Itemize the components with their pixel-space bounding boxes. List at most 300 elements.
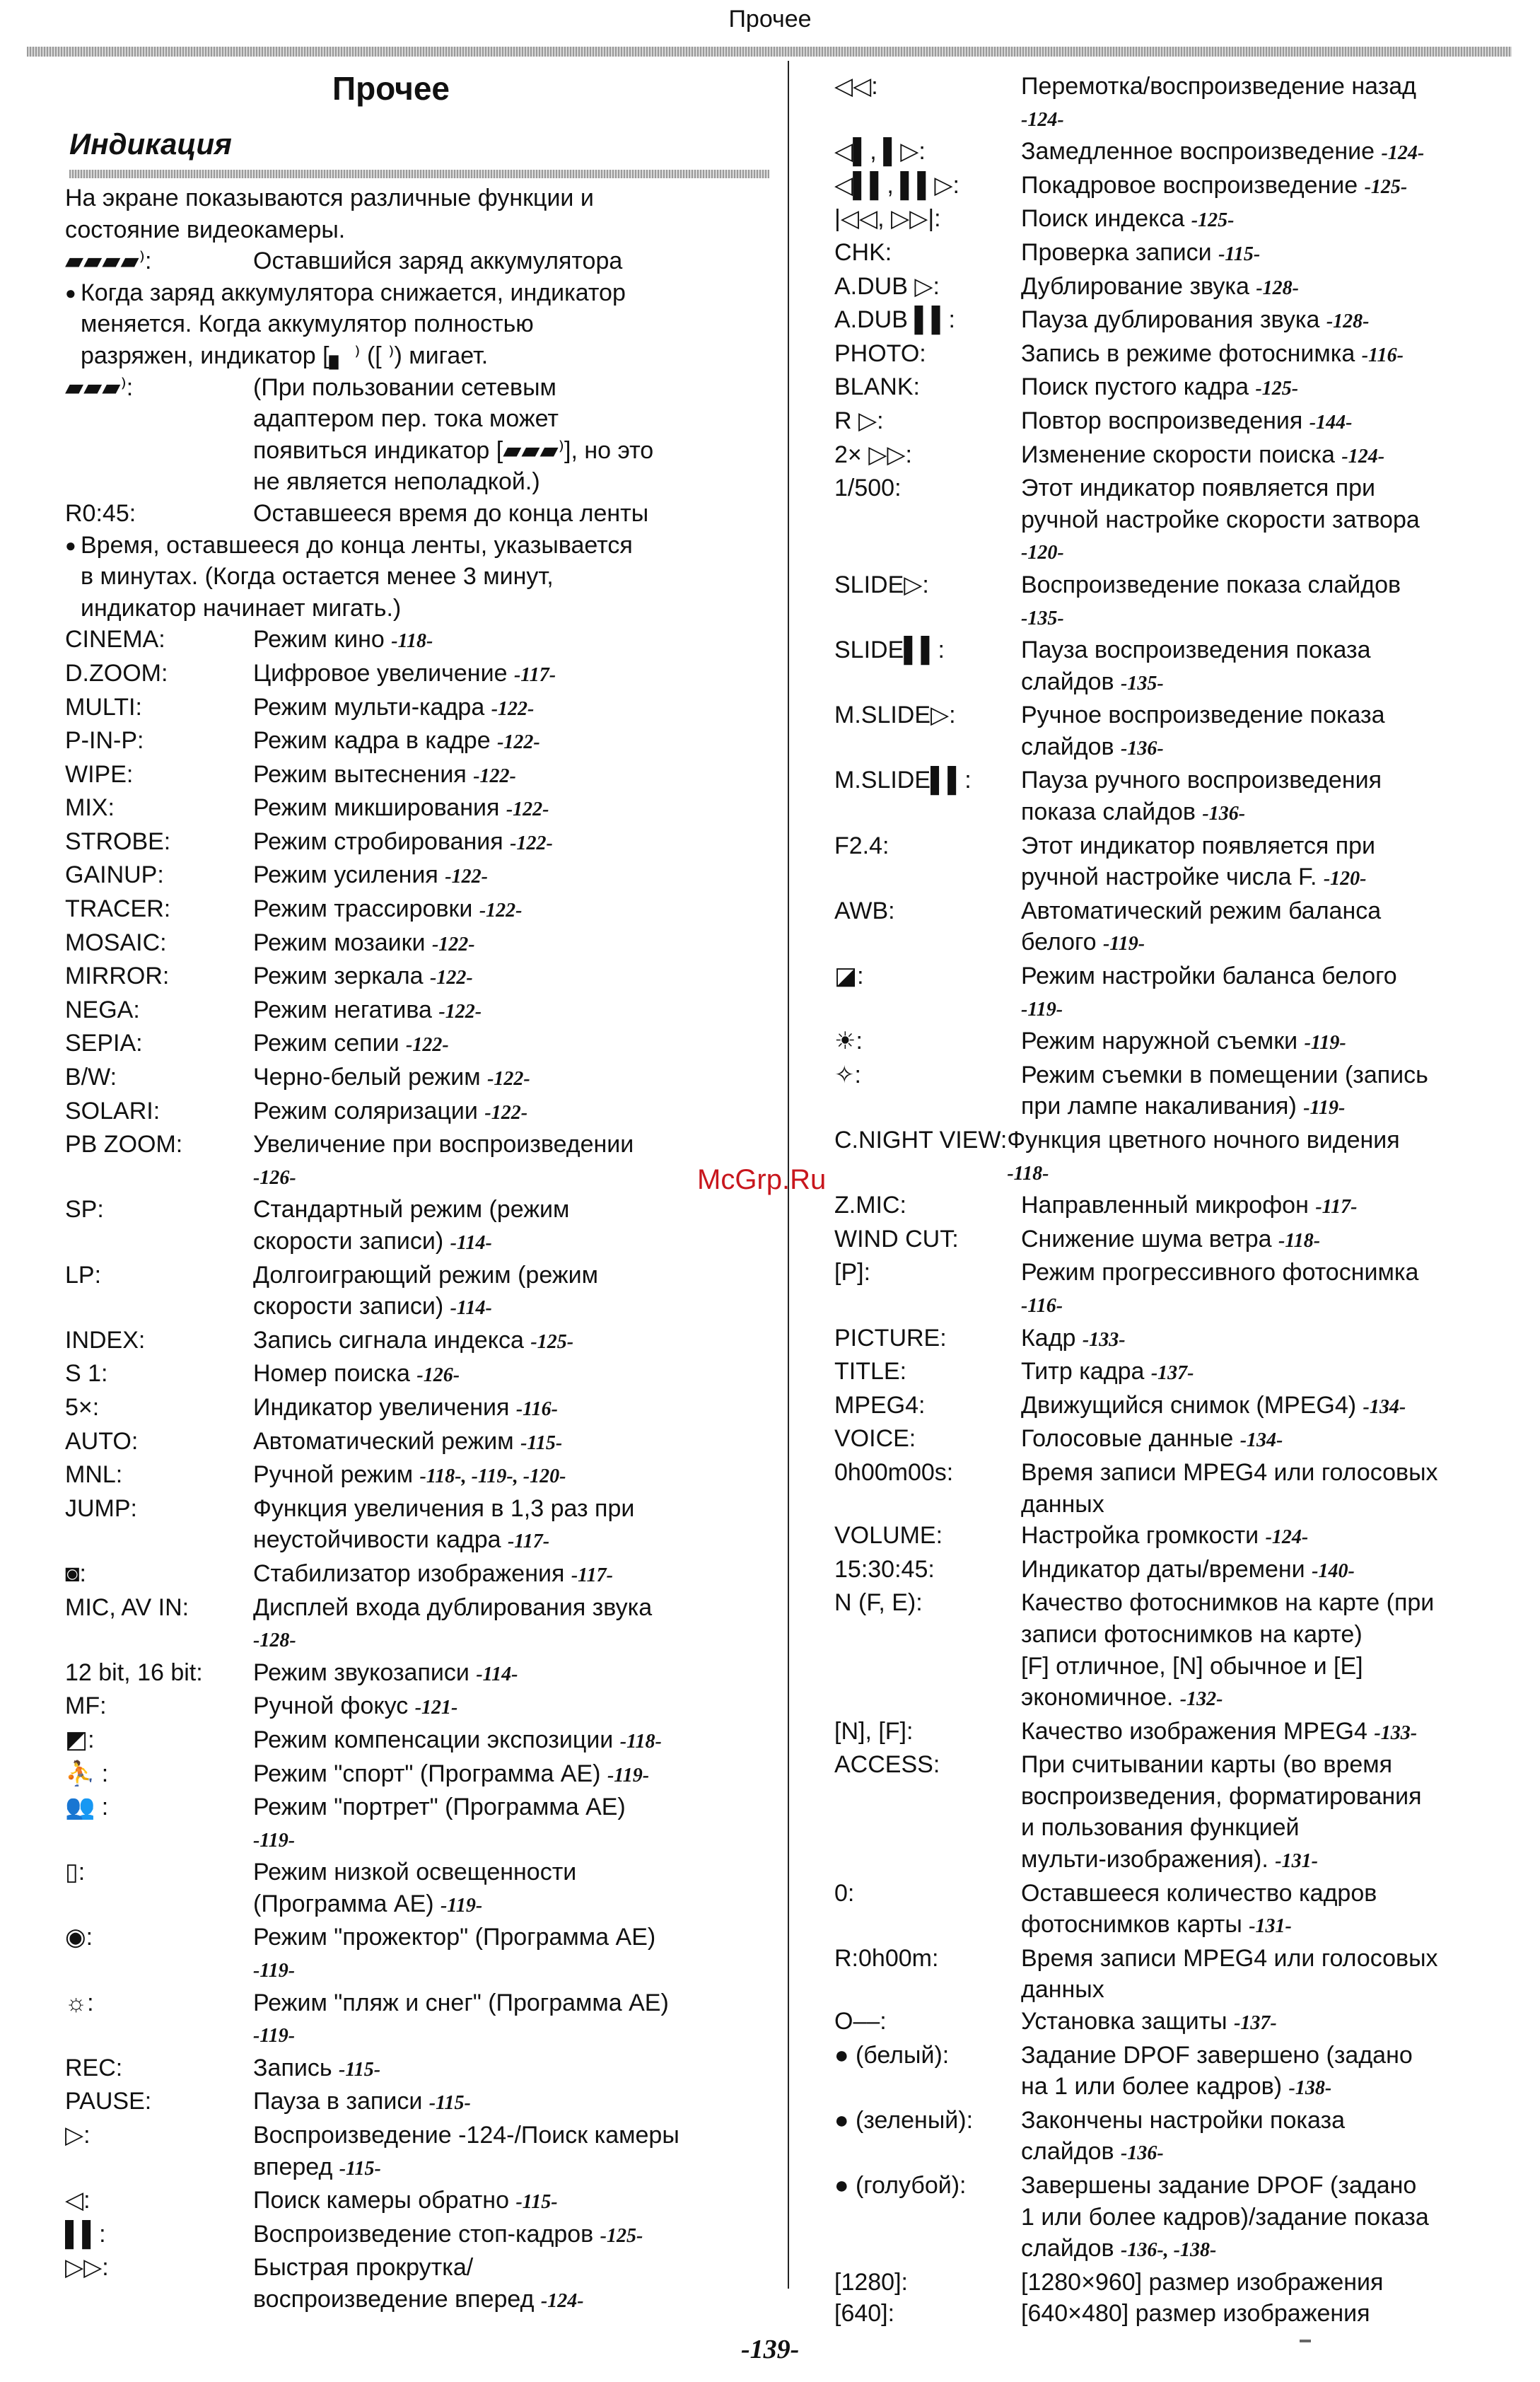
page-reference: -124- xyxy=(1265,1526,1309,1549)
indicator-key: SLIDE▷: xyxy=(834,571,929,598)
indicator-description xyxy=(1021,1026,1513,1059)
description-text: Цифровое увеличение xyxy=(253,659,508,687)
indicator-key: [1280]: xyxy=(834,2268,908,2296)
indicator-entry xyxy=(65,1791,779,1857)
description-text: Режим низкой освещенности (Программа АЕ) xyxy=(253,1859,577,1917)
indicator-entry xyxy=(65,859,779,893)
description-text: Режим прогрессивного фотоснимка xyxy=(1021,1259,1419,1286)
page-reference: -122- xyxy=(479,900,523,922)
indicator-key: SOLARI: xyxy=(65,1097,161,1125)
indicator-key: P-IN-P: xyxy=(65,727,144,755)
description-text: Ручной фокус xyxy=(253,1692,409,1720)
indicator-key: N (F, E): xyxy=(834,1589,923,1617)
indicator-key: D.ZOOM: xyxy=(65,659,168,687)
indicator-entry xyxy=(834,472,1513,569)
indicator-entry xyxy=(834,2006,1513,2040)
description-text: Режим "пляж и снег" (Программа АЕ) xyxy=(253,1989,669,2016)
indicator-description xyxy=(253,372,779,498)
description-text: Режим "прожектор" (Программа АЕ) xyxy=(253,1924,656,1951)
indicator-key: 2× ▷▷: xyxy=(834,441,912,468)
right-column xyxy=(834,71,1513,2330)
watermark: McGrp.Ru xyxy=(697,1164,827,1195)
description-text: Пауза дублирования звука xyxy=(1021,306,1320,334)
indicator-entry xyxy=(65,826,779,860)
indicator-description xyxy=(1021,1554,1513,1588)
indicator-entry xyxy=(834,237,1513,271)
indicator-entry xyxy=(65,1657,779,1691)
indicator-entry xyxy=(834,203,1513,237)
description-text: Автоматический режим баланса белого xyxy=(1021,897,1382,956)
indicator-description xyxy=(253,2120,779,2185)
indicator-entry xyxy=(65,1358,779,1392)
indicator-entry xyxy=(834,830,1513,895)
indicator-entry xyxy=(65,1558,779,1592)
page-reference: -124- xyxy=(540,2290,584,2312)
page-reference: -119- xyxy=(253,1960,296,1982)
page-reference: -117- xyxy=(571,1564,613,1586)
indicator-entry xyxy=(65,1325,779,1359)
indicator-entry xyxy=(65,927,779,961)
description-text: Режим зеркала xyxy=(253,963,424,990)
indicator-key: MOSAIC: xyxy=(65,929,167,956)
page-reference: -119- xyxy=(1021,998,1063,1021)
paragraph-line: состояние видеокамеры. xyxy=(65,216,346,243)
indicator-key: Z.MIC: xyxy=(834,1192,906,1219)
indicator-description xyxy=(253,1194,779,1259)
indicator-description xyxy=(1021,895,1513,960)
indicator-entry xyxy=(834,1257,1513,1322)
indicator-description xyxy=(253,1724,779,1758)
indicator-description xyxy=(1021,765,1513,830)
description-text: Покадровое воспроизведение xyxy=(1021,171,1358,199)
indicator-description xyxy=(253,1592,779,1657)
description-text: Движущийся снимок (MPEG4) xyxy=(1021,1391,1357,1419)
description-text: Запись xyxy=(253,2054,332,2081)
page-reference: -118-, -119-, -120- xyxy=(419,1465,566,1488)
description-text: Ручное воспроизведение показа слайдов xyxy=(1021,702,1385,760)
indicator-key: |◁◁, ▷▷|: xyxy=(834,205,941,233)
indicator-description xyxy=(253,692,779,726)
indicator-entry xyxy=(834,1125,1513,1190)
indicator-key: TITLE: xyxy=(834,1358,907,1385)
indicator-key: ▌▌: xyxy=(65,2220,106,2248)
indicator-entry xyxy=(834,1716,1513,1750)
indicator-key: ◁▌, ▌▷: xyxy=(834,138,926,165)
description-text: Режим соляризации xyxy=(253,1097,478,1125)
indicator-description xyxy=(253,1358,779,1392)
indicator-description xyxy=(253,2252,779,2317)
indicator-key: MF: xyxy=(65,1692,107,1720)
indicator-key: MIRROR: xyxy=(65,963,170,990)
description-text: Воспроизведение -124-/Поиск камеры вперед xyxy=(253,2122,679,2180)
indicator-description xyxy=(253,658,779,692)
page-reference: -115- xyxy=(339,2157,381,2180)
indicator-description xyxy=(253,1987,779,2052)
indicator-entry xyxy=(65,2219,779,2253)
page-reference: -144- xyxy=(1309,411,1353,434)
description-text: Качество изображения MPEG4 xyxy=(1021,1717,1367,1745)
indicator-entry xyxy=(834,271,1513,305)
page-number: -139- xyxy=(741,2335,800,2364)
page-reference: -125- xyxy=(1255,378,1299,400)
indicator-key: NEGA: xyxy=(65,996,140,1023)
indicator-description xyxy=(253,1459,779,1493)
indicator-description xyxy=(253,1791,779,1857)
indicator-entry xyxy=(65,1857,779,1922)
description-text: Задание DPOF завершено (задано на 1 или более кадров) xyxy=(1021,2041,1413,2101)
indicator-description xyxy=(1021,170,1513,204)
indicator-entry xyxy=(834,1224,1513,1257)
indicator-entry xyxy=(65,2252,779,2317)
indicator-description xyxy=(253,927,779,961)
description-text: Стабилизатор изображения xyxy=(253,1559,565,1587)
description-text: Поиск пустого кадра xyxy=(1021,373,1249,401)
indicator-entry xyxy=(834,895,1513,960)
description-text: Режим мульти-кадра xyxy=(253,693,485,721)
indicator-key: SEPIA: xyxy=(65,1030,143,1057)
print-mark xyxy=(1300,2340,1311,2342)
description-text: Качество фотоснимков на карте (при записи фотоснимков на карте) [F] отличное, [N] обычное и [E] экономичное. xyxy=(1021,1589,1435,1712)
indicator-key: R0:45: xyxy=(65,499,136,527)
indicator-entry xyxy=(834,2040,1513,2105)
indicator-description xyxy=(1021,830,1513,895)
indicator-description xyxy=(1021,1520,1513,1554)
indicator-description xyxy=(1021,1390,1513,1424)
indicator-description xyxy=(253,1062,779,1096)
page-reference: -137- xyxy=(1234,2012,1277,2035)
description-text: (При пользовании сетевым адаптером пер. тока может появиться индикатор [▰▰▰⁾], но это не является неполадкой.) xyxy=(253,373,654,496)
bullet-icon: ● xyxy=(65,534,76,556)
page-reference: -125- xyxy=(600,2224,643,2247)
page-reference: -115- xyxy=(515,2191,558,2214)
indicator-description xyxy=(253,960,779,994)
indicator-key: ACCESS: xyxy=(834,1751,940,1779)
indicator-entry xyxy=(65,994,779,1028)
indicator-key: ◁◁: xyxy=(834,73,878,100)
description-text: Режим "портрет" (Программа АЕ) xyxy=(253,1794,626,1821)
indicator-description xyxy=(253,994,779,1028)
description-text: Оставшийся заряд аккумулятора xyxy=(253,248,623,275)
description-text: Запись в режиме фотоснимка xyxy=(1021,339,1355,367)
indicator-entry xyxy=(65,1426,779,1460)
indicator-entry xyxy=(834,439,1513,473)
indicator-entry xyxy=(834,1554,1513,1588)
indicator-key: ▰▰▰▰⁾: xyxy=(65,248,152,275)
page-reference: -128- xyxy=(1256,277,1300,299)
page-reference: -118- xyxy=(1278,1229,1321,1252)
indicator-entry xyxy=(834,2170,1513,2267)
indicator-key: CINEMA: xyxy=(65,626,165,653)
description-text: Ручной режим xyxy=(253,1461,414,1489)
indicator-key: ● (белый): xyxy=(834,2041,950,2069)
bullet-note xyxy=(65,277,779,372)
indicator-entry xyxy=(834,1457,1513,1520)
section-rule xyxy=(69,170,769,178)
page-reference: -136- xyxy=(1121,737,1164,760)
description-text: Режим настройки баланса белого xyxy=(1021,963,1397,990)
page-reference: -116- xyxy=(1361,344,1404,366)
indicator-description xyxy=(253,2052,779,2086)
indicator-key: PAUSE: xyxy=(65,2088,152,2115)
description-text: Дублирование звука xyxy=(1021,272,1249,300)
indicator-key: ▷: xyxy=(65,2122,91,2149)
description-text: Режим микширования xyxy=(253,794,500,822)
description-text: Режим кино xyxy=(253,626,385,653)
description-text: Оставшееся время до конца ленты xyxy=(253,499,649,527)
page-reference: -118- xyxy=(619,1730,662,1753)
description-text: Режим трассировки xyxy=(253,895,473,923)
indicator-key: 5×: xyxy=(65,1393,100,1421)
indicator-entry xyxy=(65,1758,779,1792)
page-reference: -125- xyxy=(1364,175,1408,198)
indicator-key: 0h00m00s: xyxy=(834,1458,954,1486)
indicator-description xyxy=(253,792,779,826)
description-text: Изменение скорости поиска xyxy=(1021,441,1335,468)
indicator-key: MULTI: xyxy=(65,693,142,721)
indicator-key: ⛹ : xyxy=(65,1760,109,1787)
indicator-entry xyxy=(65,245,779,277)
page-reference: -117- xyxy=(1315,1196,1358,1219)
description-text: Воспроизведение показа слайдов xyxy=(1021,571,1401,598)
indicator-description xyxy=(1021,1190,1513,1224)
indicator-entry xyxy=(834,960,1513,1026)
indicator-description xyxy=(1021,2298,1513,2330)
description-text: Установка защиты xyxy=(1021,2008,1227,2035)
indicator-key: ◁: xyxy=(65,2187,91,2214)
indicator-description xyxy=(253,624,779,658)
indicator-description xyxy=(1021,1323,1513,1356)
description-text: Режим сепии xyxy=(253,1030,399,1057)
indicator-entry xyxy=(65,372,779,498)
indicator-description xyxy=(1021,569,1513,634)
page-reference: -115- xyxy=(520,1431,563,1454)
description-text: [1280×960] размер изображения xyxy=(1021,2268,1384,2296)
page-reference: -133- xyxy=(1082,1328,1126,1351)
indicator-description xyxy=(1021,2267,1513,2299)
indicator-key: ▯: xyxy=(65,1859,86,1886)
page-reference: -122- xyxy=(438,1000,482,1023)
page-reference: -122- xyxy=(491,697,535,720)
indicator-description xyxy=(1021,2170,1513,2267)
indicator-entry xyxy=(65,624,779,658)
page-reference: -119- xyxy=(441,1894,483,1917)
indicator-description xyxy=(1021,472,1513,569)
indicator-entry xyxy=(65,1096,779,1129)
indicator-key: ✧: xyxy=(834,1061,861,1088)
description-text: Дисплей входа дублирования звука xyxy=(253,1593,653,1621)
page-reference: -119- xyxy=(1303,1097,1346,1120)
page-reference: -135- xyxy=(1121,672,1164,695)
indicator-description xyxy=(253,1028,779,1062)
indicator-entry xyxy=(834,1190,1513,1224)
description-text: Номер поиска xyxy=(253,1360,410,1388)
page-reference: -121- xyxy=(414,1697,458,1719)
indicator-key: ● (зеленый): xyxy=(834,2106,974,2134)
indicator-description xyxy=(1021,203,1513,237)
indicator-description xyxy=(253,1558,779,1592)
description-text: Черно-белый режим xyxy=(253,1064,481,1091)
indicator-description xyxy=(1021,1587,1513,1715)
indicator-key: [N], [F]: xyxy=(834,1717,914,1745)
page-reference: -115- xyxy=(428,2092,471,2115)
description-text: При считывании карты (во время воспроизведения, форматирования и пользования функцией мульти-изображения). xyxy=(1021,1751,1422,1873)
indicator-entry xyxy=(834,699,1513,765)
page-reference: -126- xyxy=(253,1166,296,1189)
indicator-description xyxy=(1007,1125,1513,1190)
indicator-entry xyxy=(834,1423,1513,1457)
page-reference: -136-, -138- xyxy=(1121,2239,1217,2262)
description-text: Настройка громкости xyxy=(1021,1522,1259,1550)
indicator-description xyxy=(253,1690,779,1724)
indicator-description xyxy=(253,498,779,530)
indicator-entry xyxy=(65,1592,779,1657)
indicator-entry xyxy=(65,1028,779,1062)
description-text: Режим звукозаписи xyxy=(253,1658,469,1686)
indicator-key: R ▷: xyxy=(834,407,884,434)
indicator-description xyxy=(1021,439,1513,473)
indicator-key: ☼: xyxy=(65,1989,94,2016)
indicator-description xyxy=(253,2185,779,2219)
indicator-description xyxy=(253,1260,779,1325)
indicator-key: ◉: xyxy=(65,1924,93,1951)
description-text: Поиск камеры обратно xyxy=(253,2187,509,2214)
indicator-key: 1/500: xyxy=(834,475,902,502)
description-text: Режим усиления xyxy=(253,861,438,889)
indicator-entry xyxy=(65,1922,779,1987)
indicator-entry xyxy=(65,1987,779,2052)
indicator-entry xyxy=(834,170,1513,204)
page-reference: -124- xyxy=(1021,108,1064,131)
page-reference: -125- xyxy=(530,1330,574,1353)
description-text: Время записи MPEG4 или голосовых данных xyxy=(1021,1458,1438,1518)
indicator-entry xyxy=(65,960,779,994)
description-text: Замедленное воспроизведение xyxy=(1021,138,1375,165)
indicator-key: C.NIGHT VIEW: xyxy=(834,1127,1008,1154)
description-text: Пауза ручного воспроизведения показа слайдов xyxy=(1021,767,1382,826)
indicator-key: SLIDE▌▌: xyxy=(834,637,945,664)
indicator-description xyxy=(1021,1878,1513,1943)
description-text: Режим мозаики xyxy=(253,929,426,956)
page-reference: -114- xyxy=(476,1663,518,1685)
description-text: Проверка записи xyxy=(1021,238,1212,266)
indicator-entry xyxy=(65,2120,779,2185)
indicator-entry xyxy=(834,1390,1513,1424)
indicator-key: STROBE: xyxy=(65,827,171,855)
indicator-key: [640]: xyxy=(834,2300,895,2328)
indicator-entry xyxy=(65,498,779,530)
indicator-description xyxy=(1021,1943,1513,2006)
indicator-description xyxy=(1021,71,1513,136)
indicator-entry xyxy=(834,71,1513,136)
indicator-entry xyxy=(65,2052,779,2086)
indicator-key: ● (голубой): xyxy=(834,2172,967,2199)
indicator-entry xyxy=(834,338,1513,372)
page-reference: -122- xyxy=(487,1068,530,1091)
indicator-description xyxy=(253,245,779,277)
indicator-key: PB ZOOM: xyxy=(65,1131,183,1158)
page-reference: -118- xyxy=(1007,1162,1049,1185)
indicator-key: ◁▌▌, ▌▌▷: xyxy=(834,171,959,199)
indicator-description xyxy=(253,1426,779,1460)
indicator-description xyxy=(253,859,779,893)
description-text: Режим съемки в помещении (запись при лампе накаливания) xyxy=(1021,1061,1428,1120)
description-text: Снижение шума ветра xyxy=(1021,1225,1272,1253)
description-text: [640×480] размер изображения xyxy=(1021,2300,1370,2328)
indicator-key: VOICE: xyxy=(834,1425,916,1453)
indicator-entry xyxy=(834,634,1513,699)
description-text: Воспроизведение стоп-кадров xyxy=(253,2220,594,2248)
indicator-key: BLANK: xyxy=(834,373,920,401)
indicator-entry xyxy=(65,1690,779,1724)
indicator-description xyxy=(1021,237,1513,271)
indicator-description xyxy=(1021,371,1513,405)
description-text: Увеличение при воспроизведении xyxy=(253,1131,634,1158)
indicator-entry xyxy=(834,1587,1513,1715)
indicator-entry xyxy=(834,1323,1513,1356)
page-reference: -138- xyxy=(1288,2077,1332,2100)
indicator-entry xyxy=(834,1059,1513,1125)
page-reference: -122- xyxy=(484,1101,528,1124)
indicator-key: TRACER: xyxy=(65,895,171,923)
indicator-entry xyxy=(65,1493,779,1558)
page-reference: -136- xyxy=(1202,803,1246,825)
indicator-entry xyxy=(65,1129,779,1194)
indicator-entry xyxy=(65,893,779,927)
page-reference: -128- xyxy=(253,1629,296,1652)
indicator-key: 12 bit, 16 bit: xyxy=(65,1658,203,1686)
indicator-description xyxy=(253,1857,779,1922)
description-text: Голосовые данные xyxy=(1021,1425,1234,1453)
indicator-key: ☀: xyxy=(834,1028,863,1055)
indicator-entry xyxy=(65,692,779,726)
indicator-key: [P]: xyxy=(834,1259,871,1286)
indicator-entry xyxy=(834,2267,1513,2299)
page-reference: -117- xyxy=(513,663,556,686)
page-reference: -126- xyxy=(416,1364,460,1387)
indicator-entry xyxy=(834,765,1513,830)
indicator-description xyxy=(253,1096,779,1129)
description-text: Завершены задание DPOF (задано 1 или более кадров)/задание показа слайдов xyxy=(1021,2172,1429,2262)
page-reference: -122- xyxy=(497,731,540,754)
indicator-key: AUTO: xyxy=(65,1427,139,1455)
page-reference: -119- xyxy=(607,1764,650,1786)
indicator-key: INDEX: xyxy=(65,1326,146,1354)
page-reference: -134- xyxy=(1239,1429,1283,1452)
page-reference: -122- xyxy=(431,933,475,955)
indicator-description xyxy=(1021,1457,1513,1520)
indicator-entry xyxy=(65,759,779,793)
indicator-description xyxy=(253,1922,779,1987)
indicator-entry xyxy=(65,658,779,692)
bullet-icon: ● xyxy=(65,281,76,303)
description-text: Функция цветного ночного видения xyxy=(1007,1127,1400,1154)
indicator-description xyxy=(1021,1423,1513,1457)
indicator-entry xyxy=(65,725,779,759)
page-reference: -133- xyxy=(1374,1721,1418,1744)
left-column xyxy=(65,182,779,2318)
description-text: Быстрая прокрутка/ воспроизведение вперед xyxy=(253,2254,535,2313)
indicator-key: MNL: xyxy=(65,1461,123,1489)
indicator-key: B/W: xyxy=(65,1064,117,1091)
page-reference: -122- xyxy=(445,866,488,888)
description-text: Кадр xyxy=(1021,1324,1076,1352)
indicator-description xyxy=(1021,405,1513,439)
indicator-key: A.DUB ▌▌: xyxy=(834,306,955,334)
indicator-description xyxy=(1021,1749,1513,1877)
indicator-description xyxy=(1021,1257,1513,1322)
description-text: Индикатор увеличения xyxy=(253,1393,510,1421)
description-text: Этот индикатор появляется при ручной настройке скорости затвора xyxy=(1021,475,1420,533)
